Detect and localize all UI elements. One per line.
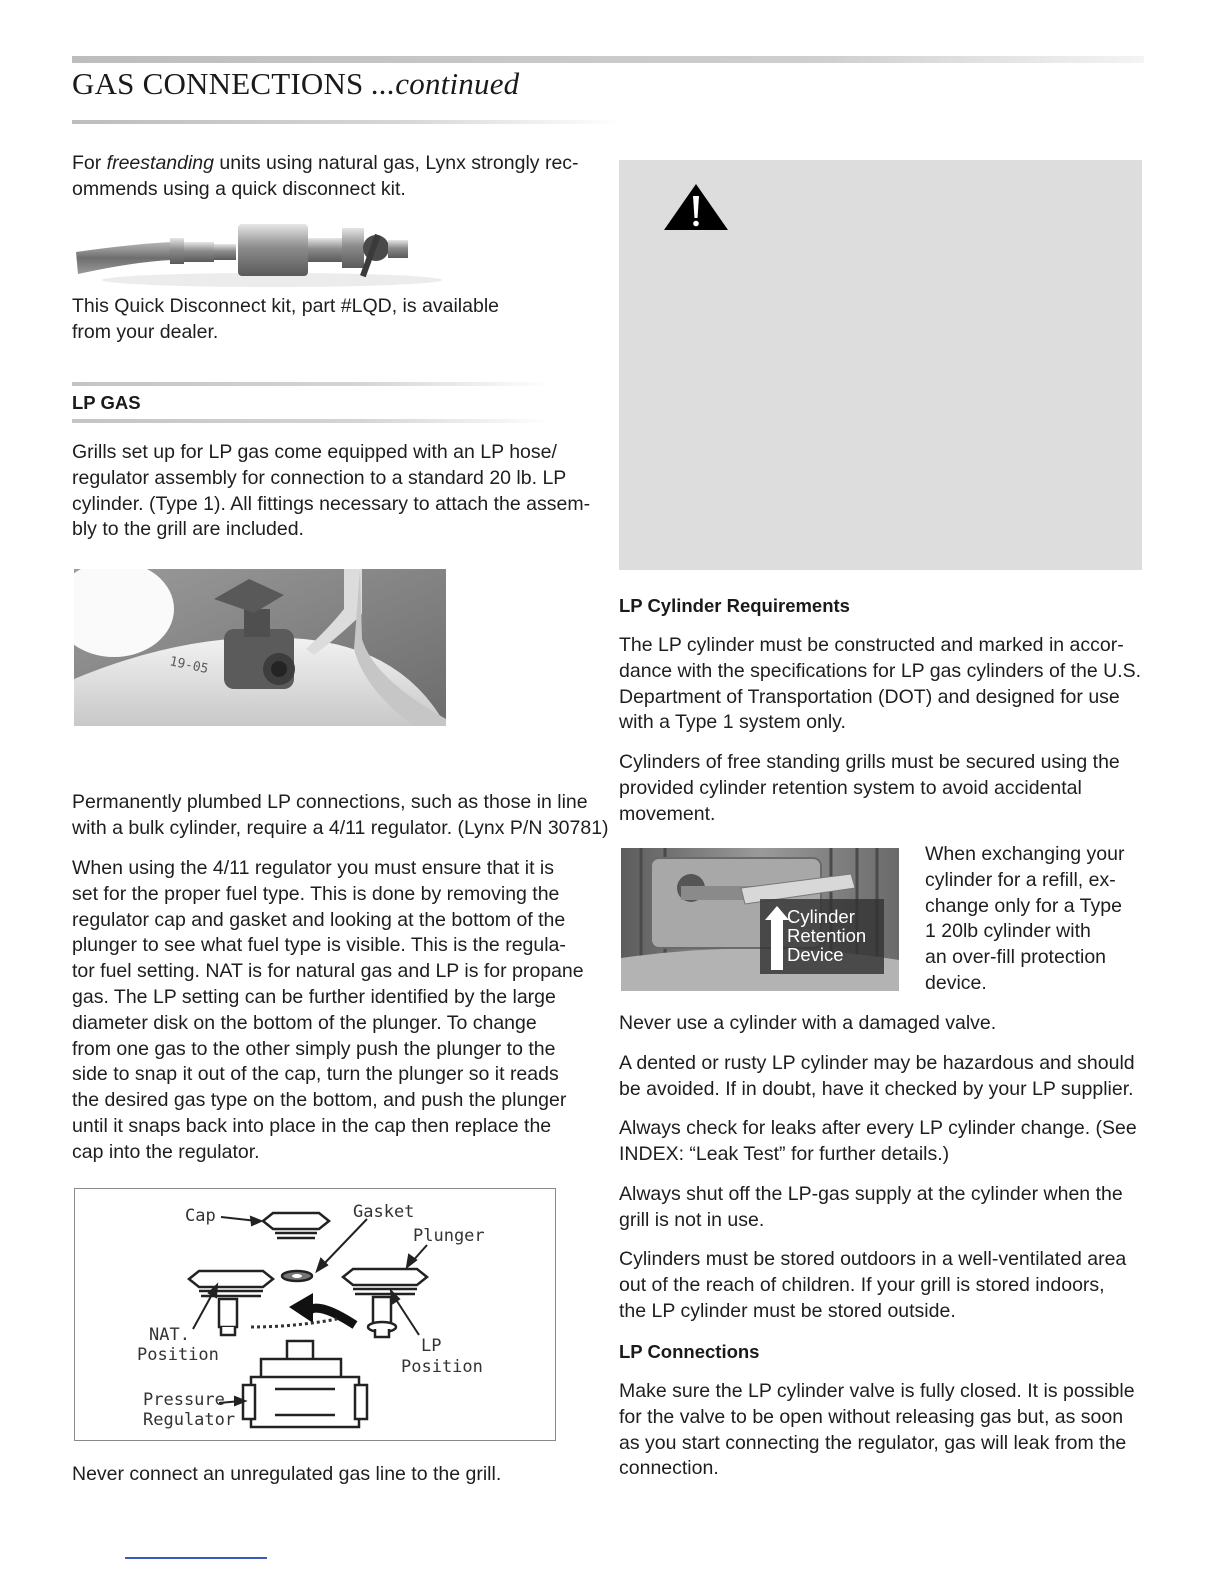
exchange-paragraph: When exchanging your cylinder for a refill, ex- change only for a Type 1 20lb cylinder with an over-fill protection device.	[925, 843, 1125, 994]
label-gasket: Gasket	[353, 1202, 415, 1222]
intro-emphasis: freestanding	[106, 152, 214, 174]
intro-line-2: ommends using a quick disconnect kit.	[72, 177, 406, 200]
retention-label: Cylinder Retention Device	[787, 906, 867, 965]
lp-gas-heading: LP GAS	[72, 392, 141, 413]
leak-check-paragraph: Always check for leaks after every LP cylinder change. (See INDEX: “Leak Test” for further details.)	[619, 1117, 1137, 1165]
intro-paragraph	[72, 151, 602, 203]
dented-cylinder-paragraph: A dented or rusty LP cylinder may be hazardous and should be avoided. If in doubt, have it checked by your LP supplier.	[619, 1052, 1135, 1100]
permanent-plumbing-paragraph: Permanently plumbed LP connections, such as those in line with a bulk cylinder, require a 4/11 regulator. (Lynx P/N 30781)	[72, 791, 609, 839]
lp-cylinder-requirements-heading: LP Cylinder Requirements	[619, 595, 850, 616]
footer-link-underline[interactable]	[125, 1557, 267, 1559]
label-lp: LP	[421, 1336, 442, 1356]
regulator-paragraph: When using the 4/11 regulator you must ensure that it is set for the proper fuel type. This is done by removing the regulator cap and gasket and looking at the bottom of the plunger to see what fuel type is visible. This is the regula- tor fuel setting. NAT is for natural gas and LP is for propane gas. The LP setting can be further identified by the large diameter disk on the bottom of the plunger. To change from one gas to the other simply push the plunger to the side to snap it out of the cap, turn the plunger so it reads the desired gas type on the bottom, and push the plunger until it snaps back into place in the cap then replace the cap into the regulator.	[72, 857, 584, 1163]
label-regulator: Regulator	[143, 1410, 236, 1430]
label-plunger: Plunger	[413, 1226, 485, 1246]
nat-plunger-part	[189, 1271, 273, 1287]
page-title-continued: ...continued	[371, 66, 520, 101]
storage-paragraph: Cylinders must be stored outdoors in a well-ventilated area out of the reach of children. If your grill is stored indoors, the LP cylinder must be stored outside.	[619, 1248, 1127, 1322]
lp-cylinder-valve-image	[74, 569, 446, 726]
requirements-paragraph: The LP cylinder must be constructed and marked in accor- dance with the specifications for LP gas cylinders of the U.S. Department of Transportation (DOT) and designed for use with a Type 1 system only.	[619, 634, 1142, 734]
regulator-diagram-drawing	[75, 1189, 555, 1440]
page-title-main: GAS CONNECTIONS	[72, 66, 364, 101]
cylinder-retention-image	[621, 848, 899, 991]
lp-gas-rule-bottom	[72, 419, 552, 423]
intro-line-1: For freestanding units using natural gas, Lynx strongly rec-	[72, 152, 579, 174]
kit-paragraph	[72, 294, 602, 346]
kit-line-1: This Quick Disconnect kit, part #LQD, is available	[72, 295, 500, 317]
lp-plunger-part	[343, 1269, 427, 1285]
cap-part	[263, 1213, 329, 1229]
page-title	[72, 66, 519, 102]
lp-gas-paragraph: Grills set up for LP gas come equipped with an LP hose/ regulator assembly for connection to a standard 20 lb. LP cylinder. (Type 1). All fittings necessary to attach the assem- bly to the grill are included.	[72, 441, 591, 541]
title-underline	[72, 120, 622, 124]
damaged-valve-line: Never use a cylinder with a damaged valve.	[619, 1012, 997, 1034]
label-nat: NAT.	[149, 1325, 190, 1345]
svg-text:19-05: 19-05	[168, 654, 210, 678]
warning-box	[619, 160, 1142, 570]
lp-connections-paragraph: Make sure the LP cylinder valve is fully closed. It is possible for the valve to be open without releasing gas but, as soon as you start connecting the regulator, gas will leak from the connection.	[619, 1380, 1135, 1480]
secure-cylinder-paragraph: Cylinders of free standing grills must be secured using the provided cylinder retention system to avoid accidental movement.	[619, 751, 1120, 825]
kit-line-2: from your dealer.	[72, 320, 219, 343]
warning-triangle-icon	[662, 182, 730, 232]
shutoff-paragraph: Always shut off the LP-gas supply at the cylinder when the grill is not in use.	[619, 1183, 1123, 1231]
label-lp-position: Position	[401, 1357, 483, 1377]
label-nat-position: Position	[137, 1345, 219, 1365]
label-cap: Cap	[185, 1206, 216, 1226]
label-pressure: Pressure	[143, 1390, 225, 1410]
regulator-diagram	[74, 1188, 556, 1441]
lp-gas-rule-top	[72, 382, 552, 386]
quick-disconnect-kit-image	[72, 214, 452, 292]
header-rule	[72, 56, 1144, 63]
lp-connections-heading: LP Connections	[619, 1341, 760, 1362]
never-unregulated-line: Never connect an unregulated gas line to the grill.	[72, 1463, 502, 1485]
